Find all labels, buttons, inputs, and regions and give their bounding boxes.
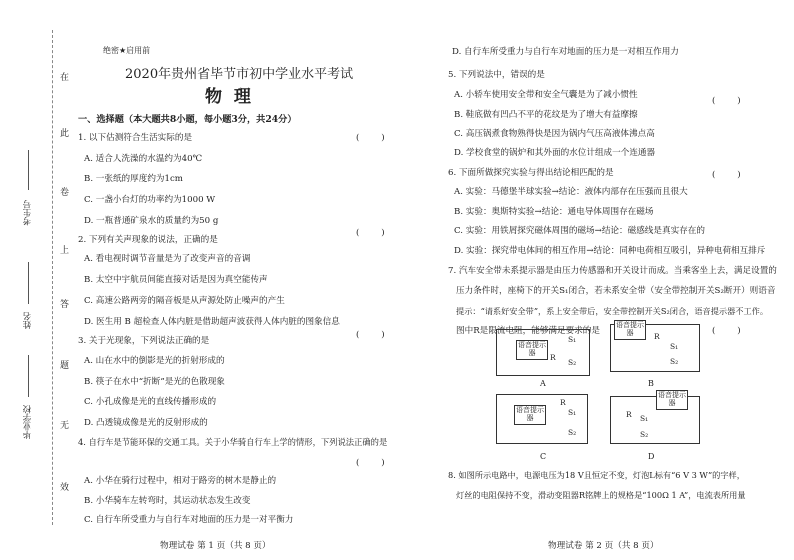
section-heading: 一、选择题（本大题共8小题，每小题3分，共24分） xyxy=(78,114,297,125)
option[interactable]: D. 学校食堂的锅炉和其外面的水位计组成一个连通器 xyxy=(454,148,656,158)
exam-number-label: 考生号 xyxy=(23,200,33,226)
footer-left: 物理试卷 第 1 页（共 8 页） xyxy=(160,541,271,551)
name-label: 姓名 xyxy=(23,312,33,329)
answer-bracket[interactable]: ( ) xyxy=(356,330,385,340)
option[interactable]: C. 小孔成像是光的直线传播形成的 xyxy=(84,397,217,407)
answer-bracket[interactable]: ( ) xyxy=(712,96,741,106)
option[interactable]: A. 小华在骑行过程中，相对于路旁的树木是静止的 xyxy=(84,476,277,486)
margin-char: 此 xyxy=(60,129,70,139)
option[interactable]: C. 实验：用铁屑探究磁体周围的磁场→结论：磁感线是真实存在的 xyxy=(454,226,705,236)
option[interactable]: D. 自行车所受重力与自行车对地面的压力是一对相互作用力 xyxy=(452,47,679,57)
question-7-line: 7. 汽车安全带未系提示器是由压力传感器和开关设计而成。当乘客坐上去，满足设置的 xyxy=(448,266,777,276)
margin-char: 卷 xyxy=(60,188,70,198)
margin-char: 题 xyxy=(60,361,70,371)
school-field[interactable] xyxy=(28,355,29,397)
question-7-line: 压力条件时，座椅下的开关S₁闭合，若未系安全带（安全带控制开关S₂断开）则语音 xyxy=(456,286,776,296)
circuit-label-a: A xyxy=(540,379,546,388)
question-7-line: 提示：“请系好安全带”，系上安全带后，安全带控制开关S₂闭合，语音提示器不工作。 xyxy=(456,306,769,316)
exam-title: 2020年贵州省毕节市初中学业水平考试 xyxy=(125,67,354,82)
option[interactable]: C. 高速公路两旁的隔音板是从声源处防止噪声的产生 xyxy=(84,296,285,306)
option[interactable]: C. 高压锅煮食物熟得快是因为锅内气压高液体沸点高 xyxy=(454,129,655,139)
option[interactable]: C. 一盏小台灯的功率约为1000 W xyxy=(84,195,216,205)
margin-char: 答 xyxy=(60,300,70,310)
answer-bracket[interactable]: ( ) xyxy=(712,326,741,336)
question-1-stem: 1. 以下估测符合生活实际的是 xyxy=(78,133,193,143)
answer-bracket[interactable]: ( ) xyxy=(356,458,385,468)
circuit-label-b: B xyxy=(648,379,654,388)
question-6-stem: 6. 下面所做探究实验与得出结论相匹配的是 xyxy=(448,168,614,178)
option[interactable]: A. 实验：马德堡半球实验→结论：液体内部存在压强而且很大 xyxy=(454,187,688,197)
voice-prompter: 语音提示器 xyxy=(614,320,646,340)
question-8-line: 灯丝的电阻保持不变，滑动变阻器R铭牌上的规格是“100Ω 1 A”，电流表所用量 xyxy=(456,490,746,500)
option[interactable]: C. 自行车所受重力与自行车对地面的压力是一对平衡力 xyxy=(84,515,294,525)
question-3-stem: 3. 关于光现象，下列说法正确的是 xyxy=(78,336,210,346)
name-field[interactable] xyxy=(28,262,29,304)
option[interactable]: D. 实验：探究带电体间的相互作用→结论：同种电荷相互吸引，异种电荷相互排斥 xyxy=(454,246,766,256)
answer-bracket[interactable]: ( ) xyxy=(356,133,385,143)
voice-prompter: 语音提示器 xyxy=(516,340,548,360)
option[interactable]: D. 凸透镜成像是光的反射形成的 xyxy=(84,418,208,428)
question-7-line: 图中R是限流电阻，能够满足要求的是 xyxy=(456,326,600,336)
question-8-line: 8. 如图所示电路中，电源电压为18 V且恒定不变，灯泡L标有“6 V 3 W”的字样， xyxy=(448,470,745,480)
option[interactable]: D. 医生用 B 超检查人体内脏是借助超声波获得人体内脏的图象信息 xyxy=(84,317,340,327)
margin-char: 上 xyxy=(60,246,70,256)
exam-number-field[interactable] xyxy=(28,150,29,190)
school-label: 毕业学校 xyxy=(23,405,33,439)
option[interactable]: B. 筷子在水中“折断”是光的色散现象 xyxy=(84,377,225,387)
question-4-stem: 4. 自行车是节能环保的交通工具。关于小华骑自行车上学的情形，下列说法正确的是 xyxy=(78,437,388,447)
question-5-stem: 5. 下列说法中，错误的是 xyxy=(448,70,545,80)
margin-char: 无 xyxy=(60,421,70,431)
option[interactable]: D. 一瓶普通矿泉水的质量约为50 g xyxy=(84,216,219,226)
option[interactable]: A. 小轿车使用安全带和安全气囊是为了减小惯性 xyxy=(454,90,638,100)
question-2-stem: 2. 下列有关声现象的说法，正确的是 xyxy=(78,235,218,245)
answer-bracket[interactable]: ( ) xyxy=(712,170,741,180)
option[interactable]: B. 小华骑车左转弯时，其运动状态发生改变 xyxy=(84,496,251,506)
footer-right: 物理试卷 第 2 页（共 8 页） xyxy=(548,541,659,551)
answer-bracket[interactable]: ( ) xyxy=(356,228,385,238)
option[interactable]: B. 太空中宇航员间能直接对话是因为真空能传声 xyxy=(84,275,268,285)
circuit-label-c: C xyxy=(540,452,547,461)
voice-prompter: 语音提示器 xyxy=(514,405,546,425)
option[interactable]: A. 看电视时调节音量是为了改变声音的音调 xyxy=(84,254,251,264)
option[interactable]: A. 适合人洗澡的水温约为40℃ xyxy=(84,154,203,164)
option[interactable]: A. 山在水中的倒影是光的折射形成的 xyxy=(84,356,225,366)
option[interactable]: B. 鞋底做有凹凸不平的花纹是为了增大有益摩擦 xyxy=(454,110,638,120)
margin-char: 效 xyxy=(60,483,70,493)
margin-char: 在 xyxy=(60,73,70,83)
circuit-label-d: D xyxy=(648,452,655,461)
voice-prompter: 语音提示器 xyxy=(656,390,688,410)
subject-title: 物 理 xyxy=(205,87,251,107)
option[interactable]: B. 实验：奥斯特实验→结论：通电导体周围存在磁场 xyxy=(454,207,654,217)
binding-line xyxy=(52,30,53,525)
secret-label: 绝密★启用前 xyxy=(103,46,151,55)
option[interactable]: B. 一张纸的厚度约为1cm xyxy=(84,174,183,184)
